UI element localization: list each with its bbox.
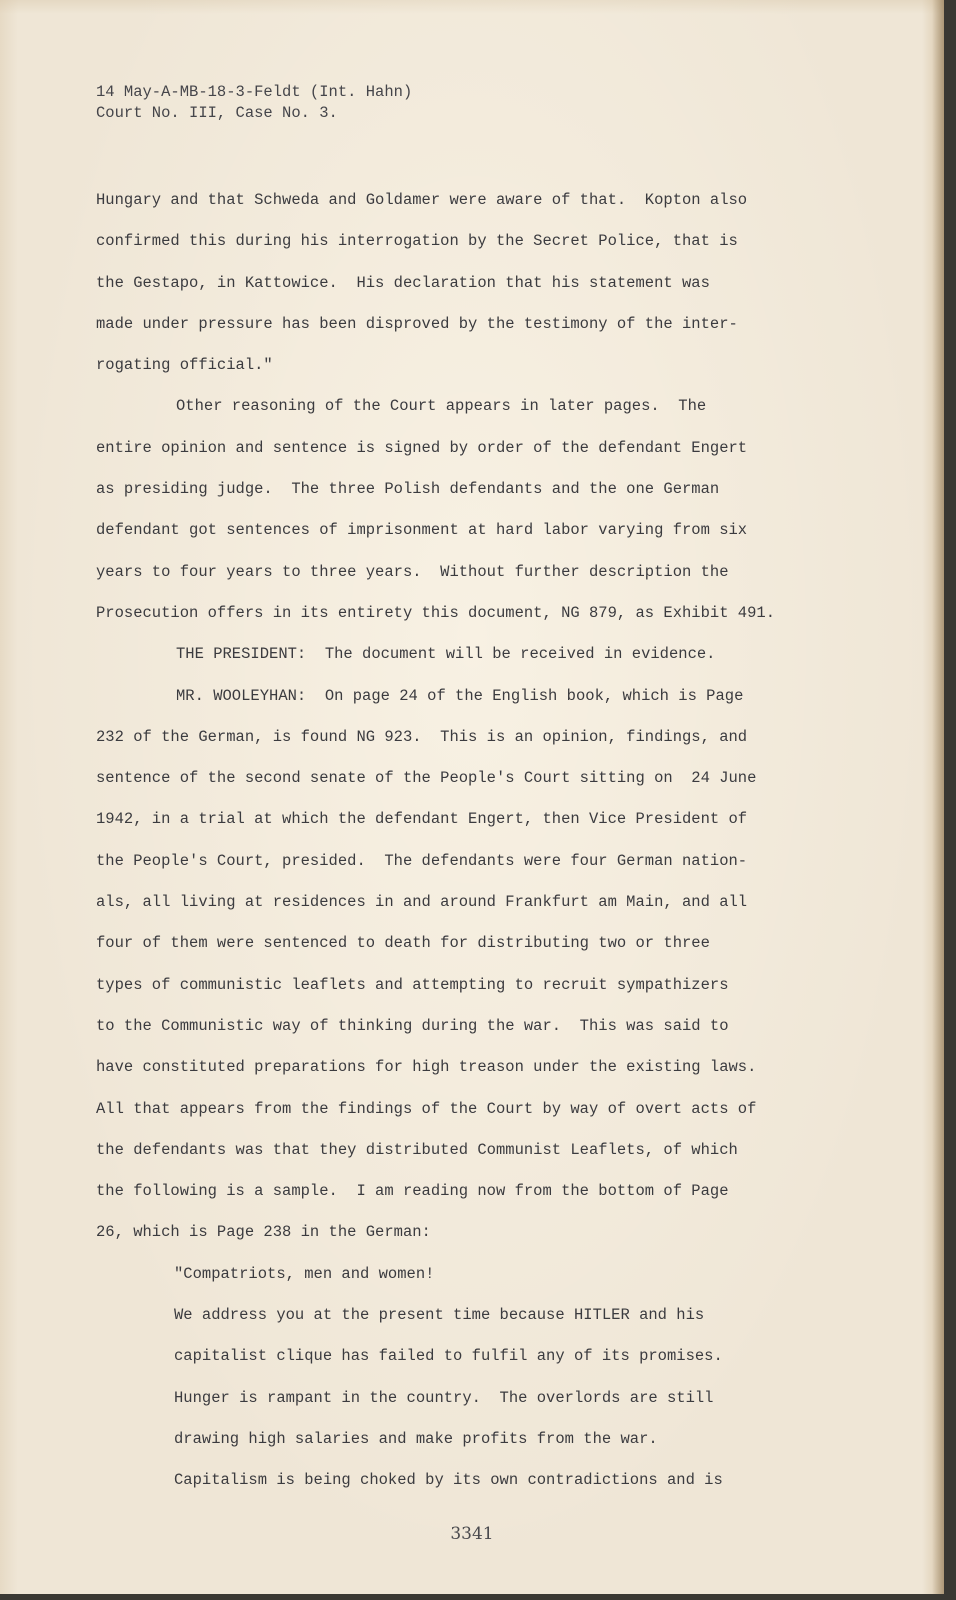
text-line: Prosecution offers in its entirety this document, NG 879, as Exhibit 491. bbox=[96, 603, 776, 622]
text-line: Other reasoning of the Court appears in later pages. The bbox=[176, 397, 707, 416]
text-line: 232 of the German, is found NG 923. This is an opinion, findings, and bbox=[96, 727, 748, 746]
text-line: 1942, in a trial at which the defendant Engert, then Vice President of bbox=[96, 810, 748, 829]
quote-line: Capitalism is being choked by its own contradictions and is bbox=[174, 1471, 723, 1490]
header-court-line: Court No. III, Case No. 3. bbox=[96, 104, 338, 122]
text-line: have constituted preparations for high treason under the existing laws. bbox=[96, 1058, 757, 1077]
text-line: types of communistic leaflets and attempting to recruit sympathizers bbox=[96, 975, 729, 994]
text-line: entire opinion and sentence is signed by order of the defendant Engert bbox=[96, 438, 748, 457]
speaker-line-wooleyhan: MR. WOOLEYHAN: On page 24 of the English book, which is Page bbox=[176, 686, 744, 705]
text-line: as presiding judge. The three Polish defendants and the one German bbox=[96, 480, 720, 499]
text-line: the following is a sample. I am reading now from the bottom of Page bbox=[96, 1182, 729, 1201]
quote-line: capitalist clique has failed to fulfil any of its promises. bbox=[174, 1347, 723, 1366]
text-line: als, all living at residences in and around Frankfurt am Main, and all bbox=[96, 893, 748, 912]
text-line: years to four years to three years. Without further description the bbox=[96, 562, 729, 581]
text-line: four of them were sentenced to death for distributing two or three bbox=[96, 934, 710, 953]
text-line: Hungary and that Schweda and Goldamer were aware of that. Kopton also bbox=[96, 191, 748, 209]
page-number: 3341 bbox=[450, 1524, 494, 1544]
text-line: the defendants was that they distributed Communist Leaflets, of which bbox=[96, 1140, 738, 1159]
document-header bbox=[96, 82, 412, 124]
text-line: made under pressure has been disproved by the testimony of the inter- bbox=[96, 314, 738, 333]
speaker-line-president: THE PRESIDENT: The document will be received in evidence. bbox=[176, 645, 716, 664]
text-line: All that appears from the findings of the Court by way of overt acts of bbox=[96, 1099, 757, 1118]
text-line: defendant got sentences of imprisonment at hard labor varying from six bbox=[96, 521, 748, 540]
quote-line: Hunger is rampant in the country. The overlords are still bbox=[174, 1388, 714, 1407]
quote-line: drawing high salaries and make profits from the war. bbox=[174, 1429, 658, 1448]
text-line: rogating official." bbox=[96, 356, 273, 375]
transcript-body bbox=[96, 180, 856, 1502]
text-line: sentence of the second senate of the People's Court sitting on 24 June bbox=[96, 769, 757, 788]
page-edge-shadow bbox=[932, 0, 944, 1594]
text-line: 26, which is Page 238 in the German: bbox=[96, 1223, 431, 1242]
header-session-line: 14 May-A-MB-18-3-Feldt (Int. Hahn) bbox=[96, 83, 413, 101]
text-line: confirmed this during his interrogation by the Secret Police, that is bbox=[96, 232, 738, 251]
quote-line: "Compatriots, men and women! bbox=[174, 1264, 435, 1283]
text-line: to the Communistic way of thinking during the war. This was said to bbox=[96, 1016, 729, 1035]
text-line: the People's Court, presided. The defendants were four German nation- bbox=[96, 851, 748, 870]
text-line: the Gestapo, in Kattowice. His declaration that his statement was bbox=[96, 273, 710, 292]
quote-line: We address you at the present time because HITLER and his bbox=[174, 1306, 705, 1325]
